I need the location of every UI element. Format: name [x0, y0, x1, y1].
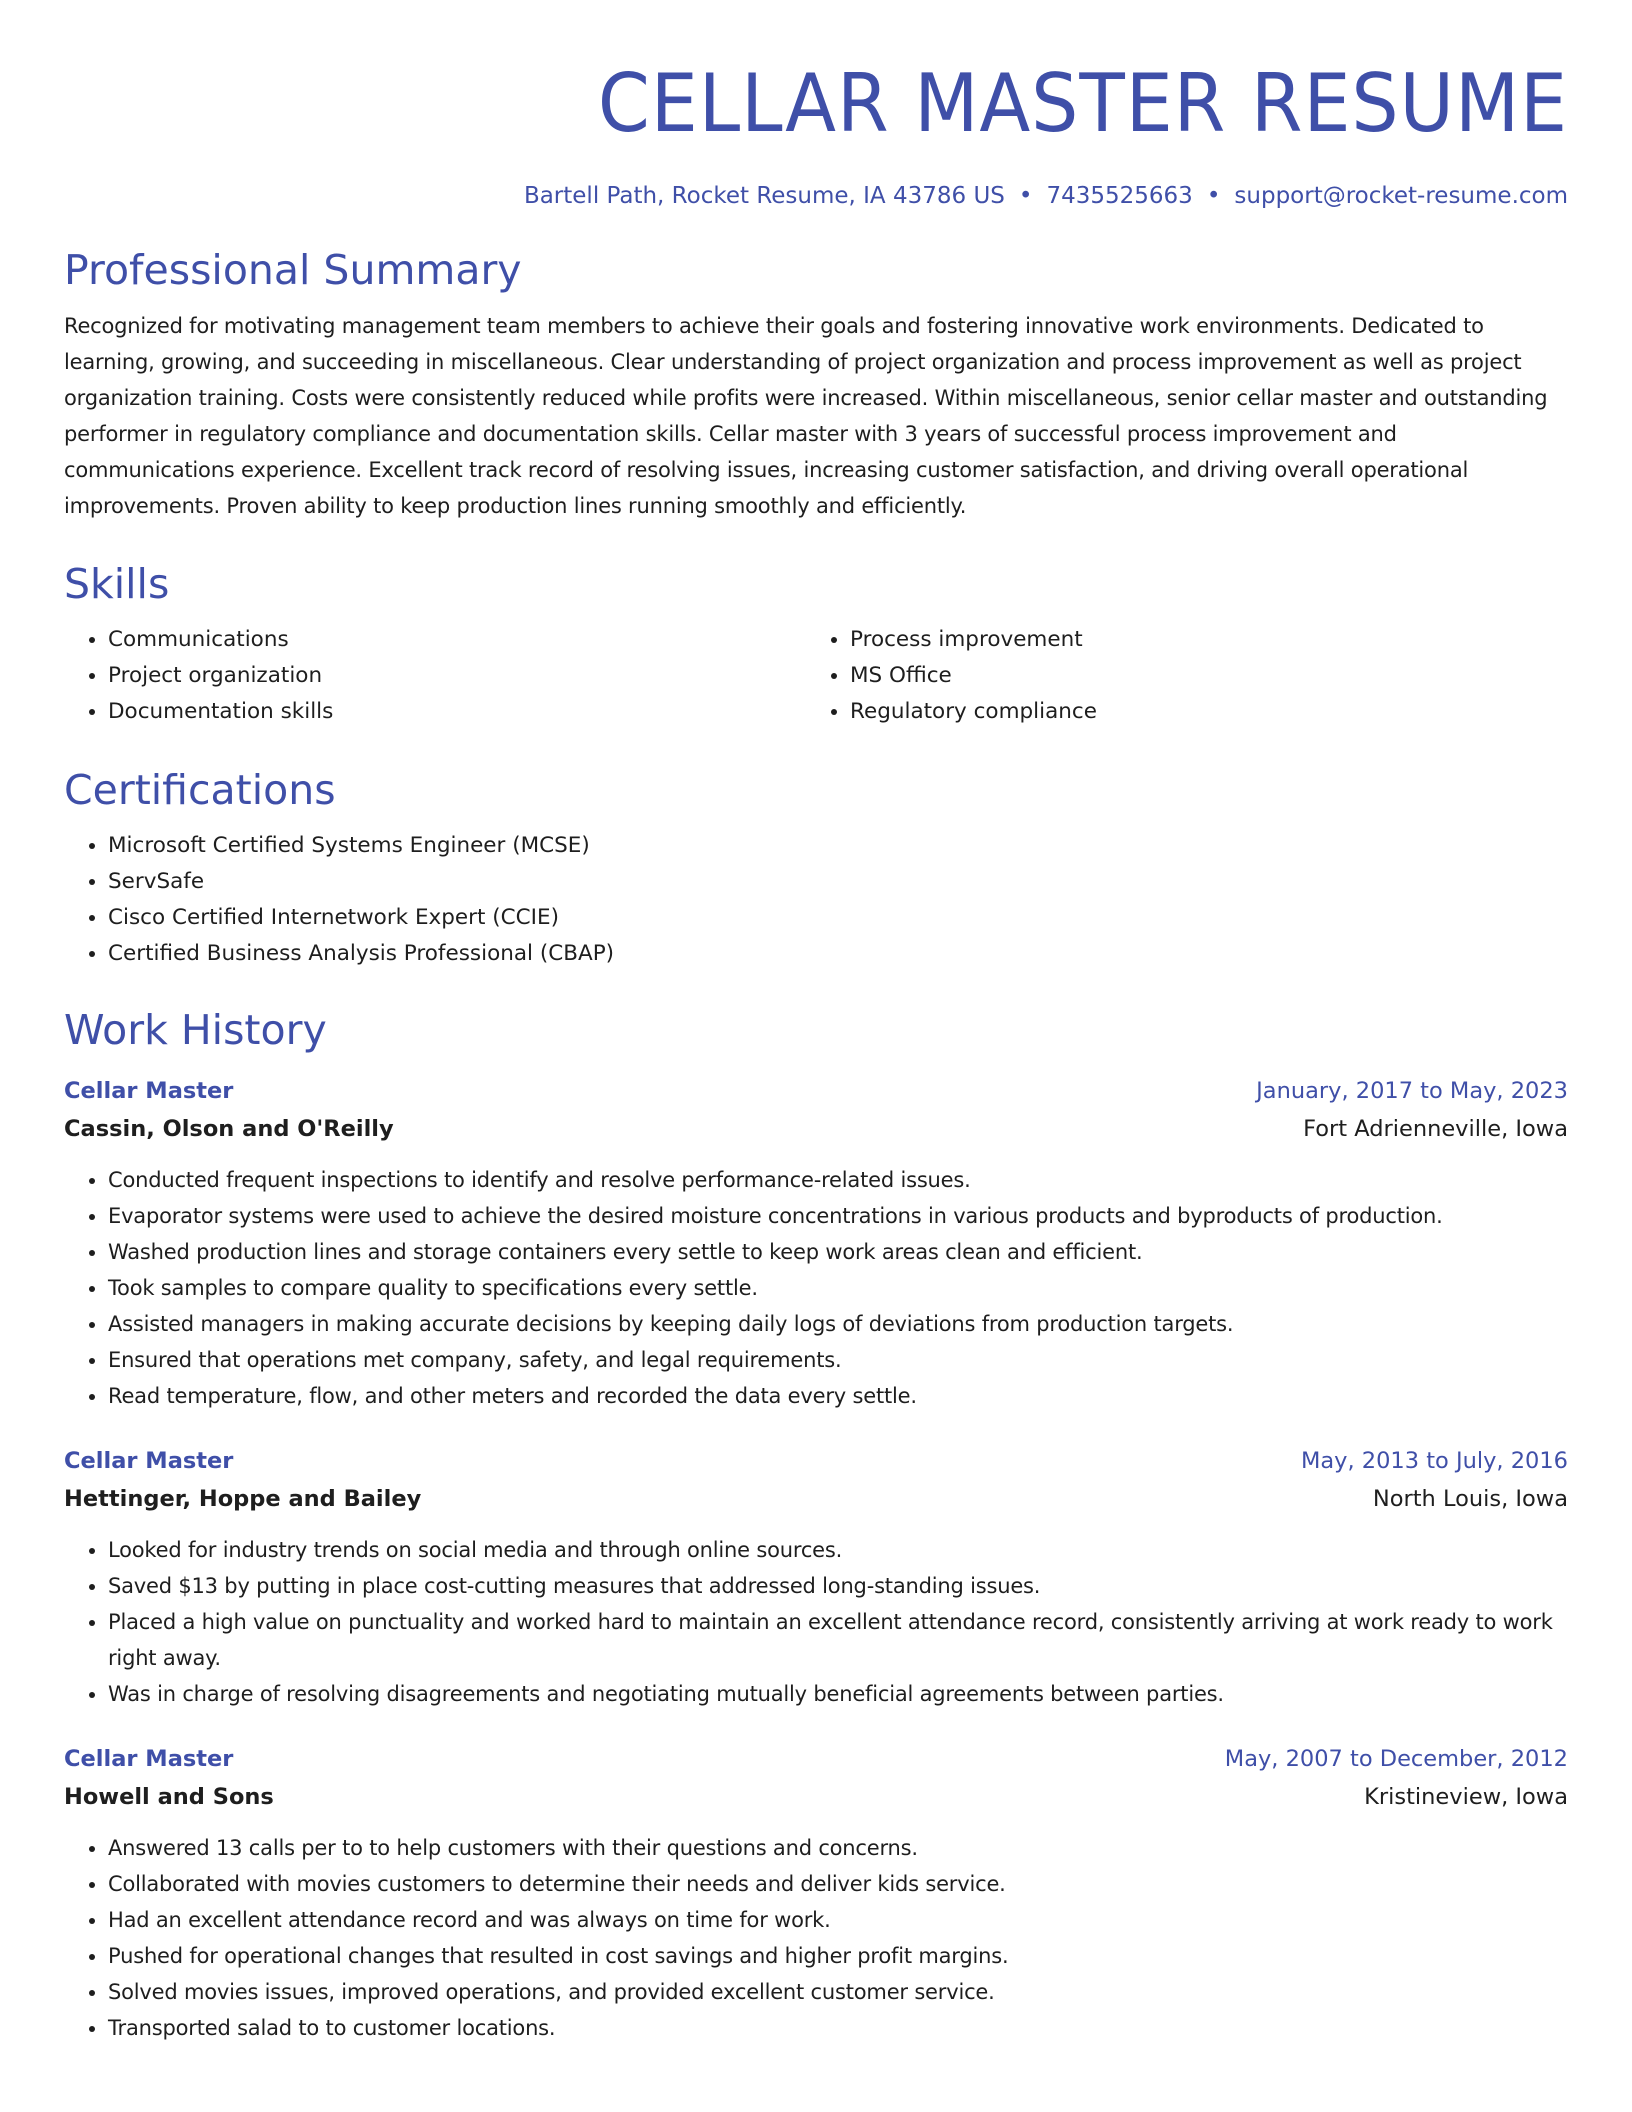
job-bullet: • Saved $13 by putting in place cost-cutting measures that addressed long-standing issues.	[108, 1568, 1568, 1604]
job-dates: May, 2007 to December, 2012	[1224, 1746, 1568, 1772]
skills-column-right	[806, 622, 1548, 730]
skills-list	[64, 622, 1568, 730]
contact-address: Bartell Path, Rocket Resume, IA 43786 US	[523, 183, 1005, 209]
job-bullets	[64, 1830, 1568, 2046]
job-bullet: • Evaporator systems were used to achieve the desired moisture concentrations in various products and byproducts of production.	[108, 1198, 1568, 1234]
certification-item: • Certified Business Analysis Professional (CBAP)	[108, 936, 1568, 972]
job-location: North Louis, Iowa	[1372, 1486, 1568, 1512]
job-location: Fort Adrienneville, Iowa	[1303, 1116, 1568, 1142]
certification-item: • Cisco Certified Internetwork Expert (CCIE)	[108, 900, 1568, 936]
job-role: Cellar Master	[64, 1746, 234, 1772]
skill-item: • MS Office	[850, 658, 1548, 694]
work-history-heading: Work History	[64, 1006, 327, 1054]
job-bullet: • Transported salad to to customer locations.	[108, 2010, 1568, 2046]
skills-column-left	[64, 622, 806, 730]
resume-header	[64, 56, 1568, 212]
skill-item: • Communications	[108, 622, 806, 658]
job-role: Cellar Master	[64, 1078, 234, 1104]
job-bullet: • Collaborated with movies customers to determine their needs and deliver kids service.	[108, 1866, 1568, 1902]
job-dates: May, 2013 to July, 2016	[1300, 1448, 1568, 1474]
job-bullet: • Had an excellent attendance record and was always on time for work.	[108, 1902, 1568, 1938]
contact-separator: •	[1206, 183, 1221, 209]
job-entry	[64, 1442, 1568, 1712]
contact-phone: 7435525663	[1046, 183, 1193, 209]
job-bullet: • Took samples to compare quality to specifications every settle.	[108, 1270, 1568, 1306]
job-bullet: • Washed production lines and storage containers every settle to keep work areas clean and efficient.	[108, 1234, 1568, 1270]
skill-item: • Project organization	[108, 658, 806, 694]
job-bullets	[64, 1532, 1568, 1712]
job-bullet: • Read temperature, flow, and other meters and recorded the data every settle.	[108, 1378, 1568, 1414]
contact-email: support@rocket-resume.com	[1234, 183, 1568, 209]
job-location: Kristineview, Iowa	[1364, 1784, 1568, 1810]
contact-line	[64, 180, 1568, 212]
certification-item: • Microsoft Certified Systems Engineer (MCSE)	[108, 828, 1568, 864]
summary-heading: Professional Summary	[64, 246, 522, 294]
job-bullet: • Solved movies issues, improved operations, and provided excellent customer service.	[108, 1974, 1568, 2010]
certifications-list	[64, 828, 1568, 972]
job-bullet: • Conducted frequent inspections to identify and resolve performance-related issues.	[108, 1162, 1568, 1198]
skills-heading: Skills	[64, 560, 170, 608]
job-dates: January, 2017 to May, 2023	[1256, 1078, 1568, 1104]
summary-text: Recognized for motivating management team members to achieve their goals and fostering innovative work environments. Dedicated to learning, growing, and succeeding in miscellaneous. Clear understanding of project organization and process improvement as well as project organization training. Costs were consistently reduced while profits were increased. Within miscellaneous, senior cellar master and outstanding performer in regulatory compliance and documentation skills. Cellar master with 3 years of successful process improvement and communications experience. Excellent track record of resolving issues, increasing customer satisfaction, and driving overall operational improvements. Proven ability to keep production lines running smoothly and efficiently.	[64, 314, 1548, 518]
job-bullet: • Ensured that operations met company, safety, and legal requirements.	[108, 1342, 1568, 1378]
job-company: Howell and Sons	[64, 1784, 274, 1810]
job-bullet: • Answered 13 calls per to to help customers with their questions and concerns.	[108, 1830, 1568, 1866]
certifications-heading: Certifications	[64, 766, 336, 814]
job-company: Hettinger, Hoppe and Bailey	[64, 1486, 422, 1512]
job-bullets	[64, 1162, 1568, 1414]
job-bullet: • Looked for industry trends on social media and through online sources.	[108, 1532, 1568, 1568]
job-role: Cellar Master	[64, 1448, 234, 1474]
resume-title: CELLAR MASTER RESUME	[597, 57, 1568, 150]
job-bullet: • Was in charge of resolving disagreements and negotiating mutually beneficial agreements between parties.	[108, 1676, 1568, 1712]
skill-item: • Regulatory compliance	[850, 694, 1548, 730]
job-bullet: • Assisted managers in making accurate decisions by keeping daily logs of deviations from production targets.	[108, 1306, 1568, 1342]
skill-item: • Documentation skills	[108, 694, 806, 730]
job-company: Cassin, Olson and O'Reilly	[64, 1116, 394, 1142]
contact-separator: •	[1018, 183, 1033, 209]
job-bullet: • Pushed for operational changes that resulted in cost savings and higher profit margins.	[108, 1938, 1568, 1974]
job-entry	[64, 1072, 1568, 1414]
job-entry	[64, 1740, 1568, 2046]
job-bullet: • Placed a high value on punctuality and worked hard to maintain an excellent attendance record, consistently arriving at work ready to work right away.	[108, 1604, 1568, 1676]
certification-item: • ServSafe	[108, 864, 1568, 900]
skill-item: • Process improvement	[850, 622, 1548, 658]
